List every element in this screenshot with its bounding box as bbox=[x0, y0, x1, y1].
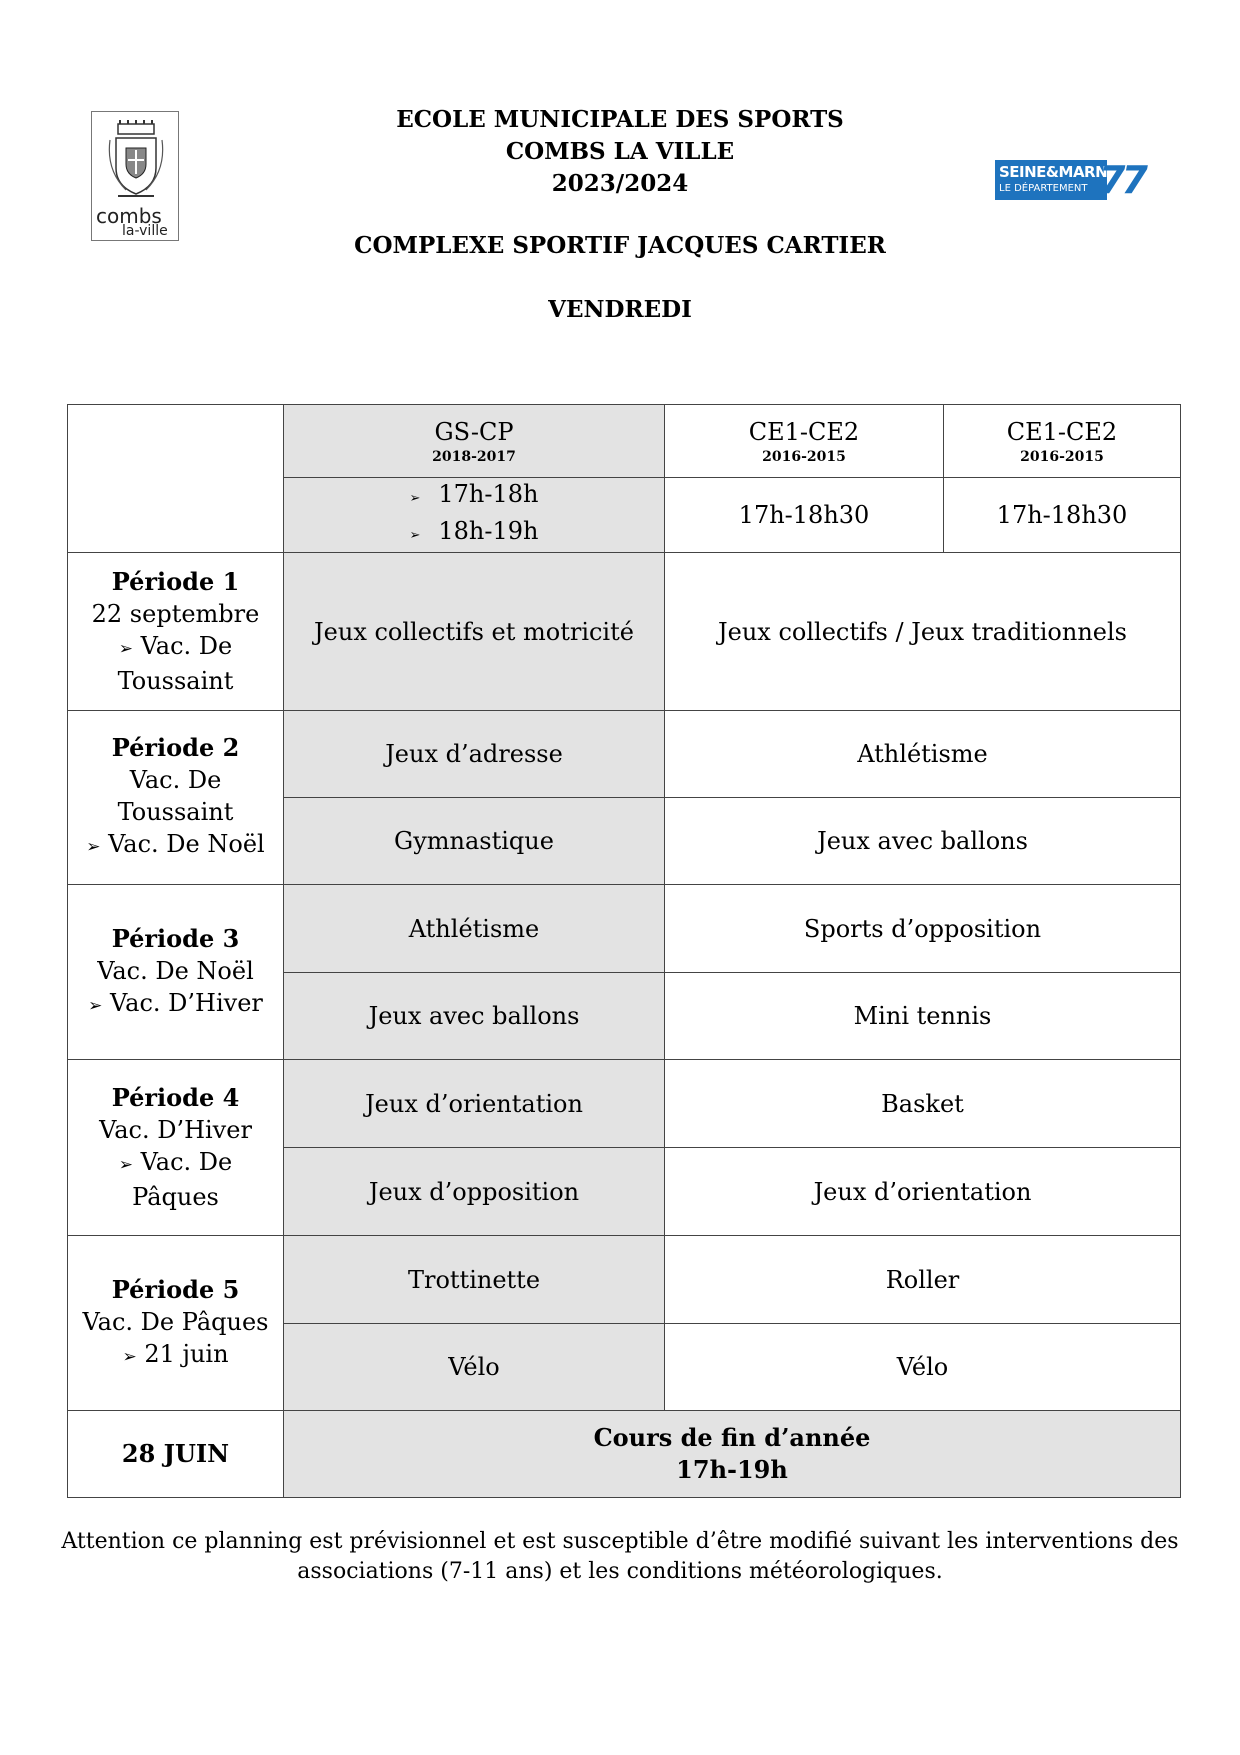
years-label: 2016-2015 bbox=[762, 449, 846, 465]
disclaimer-note bbox=[0, 1527, 1240, 1587]
period-end-item bbox=[72, 828, 279, 863]
table-row bbox=[68, 885, 1181, 973]
header-venue: COMPLEXE SPORTIF JACQUES CARTIER bbox=[354, 232, 886, 259]
header-season: 2023/2024 bbox=[551, 170, 689, 197]
table-row bbox=[68, 1236, 1181, 1324]
period-start: Vac. De Noël bbox=[97, 956, 254, 985]
logo-text-departement: LE DÉPARTEMENT bbox=[999, 183, 1088, 194]
activity-ce: Athlétisme bbox=[665, 711, 1181, 798]
time-list bbox=[409, 478, 538, 552]
final-time: 17h-19h bbox=[676, 1455, 788, 1484]
activity-ce: Jeux collectifs / Jeux traditionnels bbox=[665, 553, 1181, 711]
level-label: CE1-CE2 bbox=[1006, 418, 1118, 446]
column-header-ce-b bbox=[944, 405, 1181, 478]
activity-ce: Jeux avec ballons bbox=[665, 798, 1181, 885]
logo-text-la-ville: la-ville bbox=[122, 223, 168, 239]
period-start: Vac. D’Hiver bbox=[99, 1116, 252, 1144]
activity-ce: Sports d’opposition bbox=[665, 885, 1181, 973]
period-cell bbox=[68, 885, 284, 1060]
time-value: 18h-19h bbox=[438, 517, 539, 545]
years-label: 2018-2017 bbox=[432, 449, 516, 465]
activity-gscp: Jeux avec ballons bbox=[284, 973, 665, 1060]
note-line: associations (7-11 ans) et les conditions météorologiques. bbox=[297, 1559, 943, 1584]
level-label: CE1-CE2 bbox=[748, 418, 860, 446]
table-row bbox=[68, 711, 1181, 798]
activity-ce: Jeux d’orientation bbox=[665, 1148, 1181, 1236]
activity-gscp: Jeux d’orientation bbox=[284, 1060, 665, 1148]
activity-ce: Basket bbox=[665, 1060, 1181, 1148]
final-date: 28 JUIN bbox=[68, 1411, 284, 1498]
activity-ce: Vélo bbox=[665, 1324, 1181, 1411]
arrow-bullet-icon: ➢ bbox=[122, 1346, 137, 1367]
column-header-gscp bbox=[284, 405, 665, 478]
period-start: Vac. De Pâques bbox=[82, 1307, 269, 1336]
period-end-item bbox=[72, 1146, 279, 1213]
corner-cell bbox=[68, 405, 284, 553]
activity-gscp: Vélo bbox=[284, 1324, 665, 1411]
period-title: Période 1 bbox=[111, 567, 240, 596]
table-row bbox=[68, 553, 1181, 711]
activity-gscp: Jeux d’opposition bbox=[284, 1148, 665, 1236]
period-end: Vac. De Toussaint bbox=[117, 632, 234, 695]
logo-text-seine-marne: SEINE&MARNE bbox=[999, 163, 1117, 181]
table-header-row bbox=[68, 405, 1181, 478]
time-cell-ce-a: 17h-18h30 bbox=[665, 478, 944, 553]
activity-ce: Mini tennis bbox=[665, 973, 1181, 1060]
activity-gscp: Jeux collectifs et motricité bbox=[284, 553, 665, 711]
period-cell bbox=[68, 1060, 284, 1236]
period-end-item bbox=[72, 987, 279, 1022]
schedule-table bbox=[67, 404, 1181, 1498]
list-item bbox=[409, 478, 538, 515]
arrow-bullet-icon: ➢ bbox=[88, 995, 103, 1016]
activity-gscp: Trottinette bbox=[284, 1236, 665, 1324]
period-cell bbox=[68, 1236, 284, 1411]
final-session bbox=[284, 1411, 1181, 1498]
period-end: 21 juin bbox=[144, 1339, 229, 1368]
period-end-item bbox=[72, 630, 279, 697]
period-end: Vac. D’Hiver bbox=[110, 988, 263, 1017]
header-city: COMBS LA VILLE bbox=[505, 138, 735, 165]
logo-text-77: 77 bbox=[1099, 158, 1144, 202]
period-cell bbox=[68, 711, 284, 885]
activity-gscp: Jeux d’adresse bbox=[284, 711, 665, 798]
logo-text-combs: combs bbox=[96, 204, 162, 228]
header-day: VENDREDI bbox=[548, 296, 692, 323]
arrow-bullet-icon: ➢ bbox=[118, 639, 133, 659]
time-cell-ce-b: 17h-18h30 bbox=[944, 478, 1181, 553]
period-title: Période 5 bbox=[111, 1274, 240, 1304]
period-end-item bbox=[72, 1338, 279, 1373]
arrow-bullet-icon: ➢ bbox=[409, 491, 421, 506]
period-start: Vac. De Toussaint bbox=[117, 766, 234, 826]
table-row bbox=[68, 1060, 1181, 1148]
period-title: Période 4 bbox=[111, 1083, 240, 1112]
time-value: 17h-18h bbox=[438, 480, 539, 508]
activity-gscp: Athlétisme bbox=[284, 885, 665, 973]
years-label: 2016-2015 bbox=[1020, 449, 1104, 465]
time-cell-gscp bbox=[284, 478, 665, 553]
table-row-final bbox=[68, 1411, 1181, 1498]
arrow-bullet-icon: ➢ bbox=[118, 1155, 133, 1175]
column-header-ce-a bbox=[665, 405, 944, 478]
period-title: Période 2 bbox=[111, 733, 240, 762]
period-cell bbox=[68, 553, 284, 711]
level-label: GS-CP bbox=[434, 418, 514, 446]
period-title: Période 3 bbox=[111, 923, 240, 953]
header-school: ECOLE MUNICIPALE DES SPORTS bbox=[396, 106, 844, 133]
arrow-bullet-icon: ➢ bbox=[86, 837, 101, 857]
period-end: Vac. De Noël bbox=[108, 830, 265, 858]
list-item bbox=[409, 515, 538, 552]
arrow-bullet-icon: ➢ bbox=[409, 528, 421, 543]
activity-ce: Roller bbox=[665, 1236, 1181, 1324]
period-end: Vac. De Pâques bbox=[132, 1148, 233, 1211]
final-label: Cours de fin d’année bbox=[593, 1423, 871, 1452]
note-line: Attention ce planning est prévisionnel et est susceptible d’être modifié suivant les interventions des bbox=[61, 1529, 1179, 1554]
period-start: 22 septembre bbox=[91, 600, 260, 628]
activity-gscp: Gymnastique bbox=[284, 798, 665, 885]
